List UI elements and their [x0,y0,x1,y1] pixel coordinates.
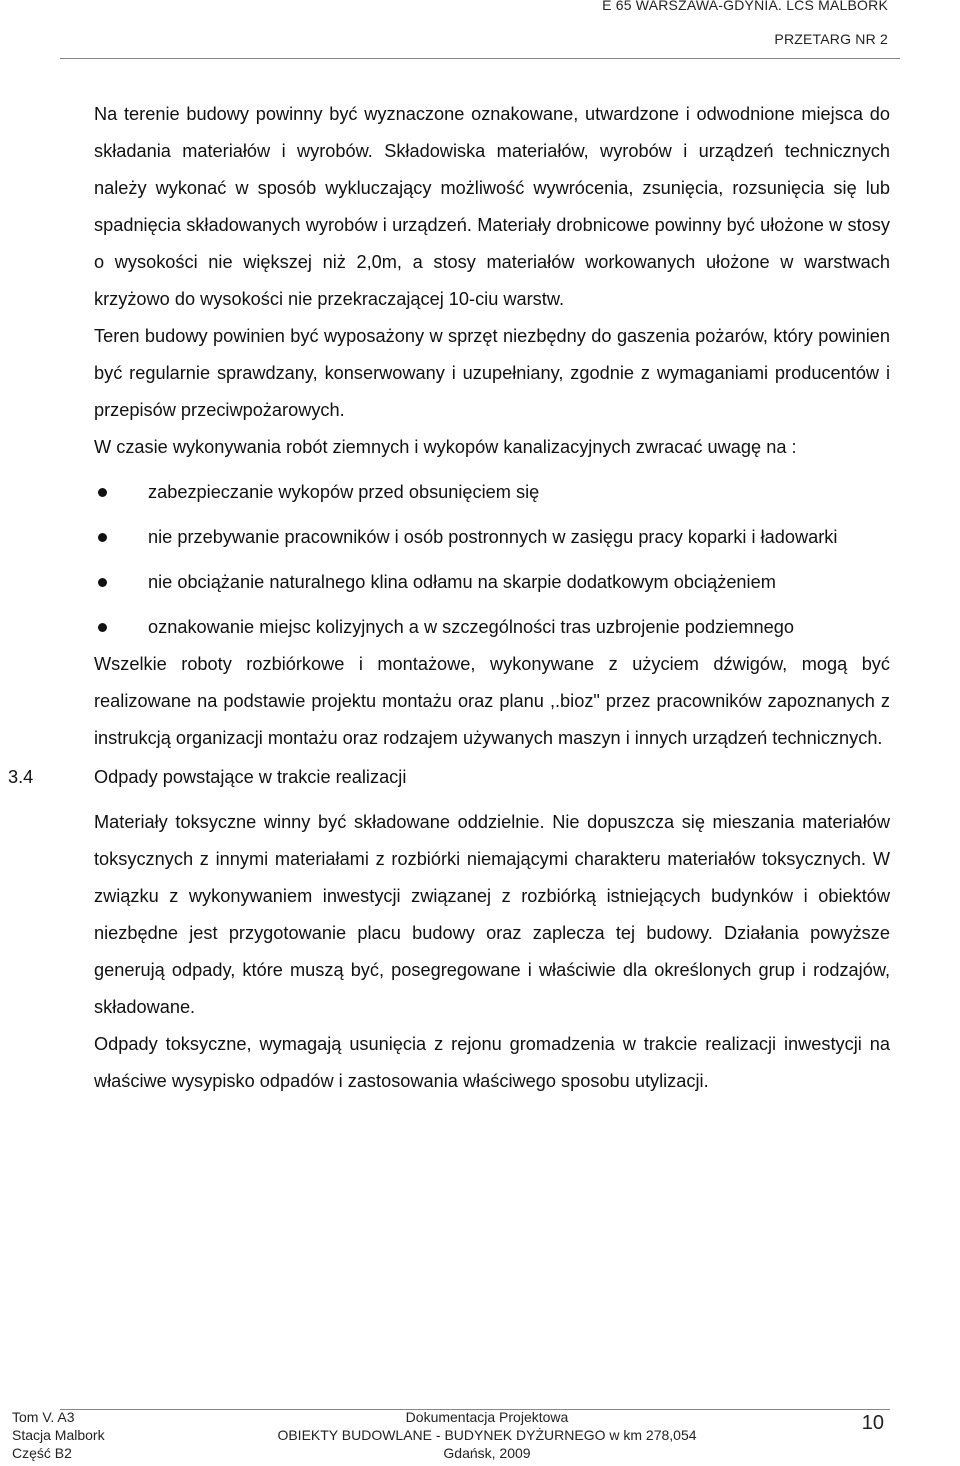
header-line-1: E 65 WARSZAWA-GDYNIA. LCS MALBORK [602,0,888,13]
footer-part: Część B2 [12,1445,72,1461]
bullet-icon [98,578,107,587]
paragraph-demolition: Wszelkie roboty rozbiórkowe i montażowe, wykonywane z użyciem dźwigów, mogą być realizowane na podstawie projektu montażu oraz planu ,.bioz" przez pracowników zapoznanych z instrukcją organizacji montażu oraz rodzajem używanych maszyn i innych urządzeń technicznych. [94,654,890,748]
footer-left [12,1408,105,1462]
paragraph-toxic-materials: Materiały toksyczne winny być składowane oddzielnie. Nie dopuszcza się mieszania materiałów toksycznych z innymi materiałami z rozbiórki niemającymi charakteru materiałów toksycznych. W związku z wykonywaniem inwestycji związanej z rozbiórką istniejących budynków i obiektów niezbędne jest przygotowanie placu budowy oraz zaplecza tej budowy. Działania powyższe generują odpady, które muszą być, posegregowane i właściwie dla określonych grup i rodzajów, składowane. [94,812,890,1017]
page-number: 10 [861,1412,884,1434]
bullet-list [94,474,890,646]
paragraph-earthworks: W czasie wykonywania robót ziemnych i wykopów kanalizacyjnych zwracać uwagę na : [94,437,797,457]
section-title: Odpady powstające w trakcie realizacji [94,767,407,787]
footer-volume: Tom V. A3 [12,1409,75,1425]
bullet-icon [98,623,107,632]
list-item [94,609,890,646]
bullet-icon [98,488,107,497]
section-number: 3.4 [8,767,34,787]
bullet-icon [98,533,107,542]
footer-center [252,1408,722,1462]
list-item-text: zabezpieczanie wykopów przed obsunięciem się [148,482,540,502]
document-body [8,96,890,1100]
paragraph-storage: Na terenie budowy powinny być wyznaczone oznakowane, utwardzone i odwodnione miejsca do składania materiałów i wyrobów. Składowiska materiałów, wyrobów i urządzeń technicznych należy wykonać w sposób wykluczający możliwość wywrócenia, zsunięcia, rozsunięcia się lub spadnięcia składowanych wyrobów i urządzeń. Materiały drobnicowe powinny być ułożone w stosy o wysokości nie większej niż 2,0m, a stosy materiałów workowanych ułożone w warstwach krzyżowo do wysokości nie przekraczającej 10-ciu warstw. [94,104,890,309]
list-item [94,564,890,601]
footer-place-date: Gdańsk, 2009 [443,1445,531,1461]
paragraph-fire-equipment: Teren budowy powinien być wyposażony w sprzęt niezbędny do gaszenia pożarów, który powinien być regularnie sprawdzany, konserwowany i uzupełniany, zgodnie z wymaganiami producentów i przepisów przeciwpożarowych. [94,326,890,420]
paragraph-toxic-waste: Odpady toksyczne, wymagają usunięcia z rejonu gromadzenia w trakcie realizacji inwestycji na właściwe wysypisko odpadów i zastosowania właściwego sposobu utylizacji. [94,1034,890,1091]
list-item-text: oznakowanie miejsc kolizyjnych a w szczególności tras uzbrojenie podziemnego [148,617,794,637]
list-item [94,519,890,556]
footer-project: OBIEKTY BUDOWLANE - BUDYNEK DYŻURNEGO w km 278,054 [277,1427,697,1443]
header-divider [60,58,900,59]
footer-station: Stacja Malbork [12,1427,105,1443]
list-item-text: nie przebywanie pracowników i osób postronnych w zasięgu pracy koparki i ładowarki [148,527,838,547]
section-heading [8,759,890,796]
footer-doc-type: Dokumentacja Projektowa [405,1409,569,1425]
list-item-text: nie obciążanie naturalnego klina odłamu na skarpie dodatkowym obciążeniem [148,572,776,592]
list-item [94,474,890,511]
header-line-2: PRZETARG NR 2 [774,31,888,47]
